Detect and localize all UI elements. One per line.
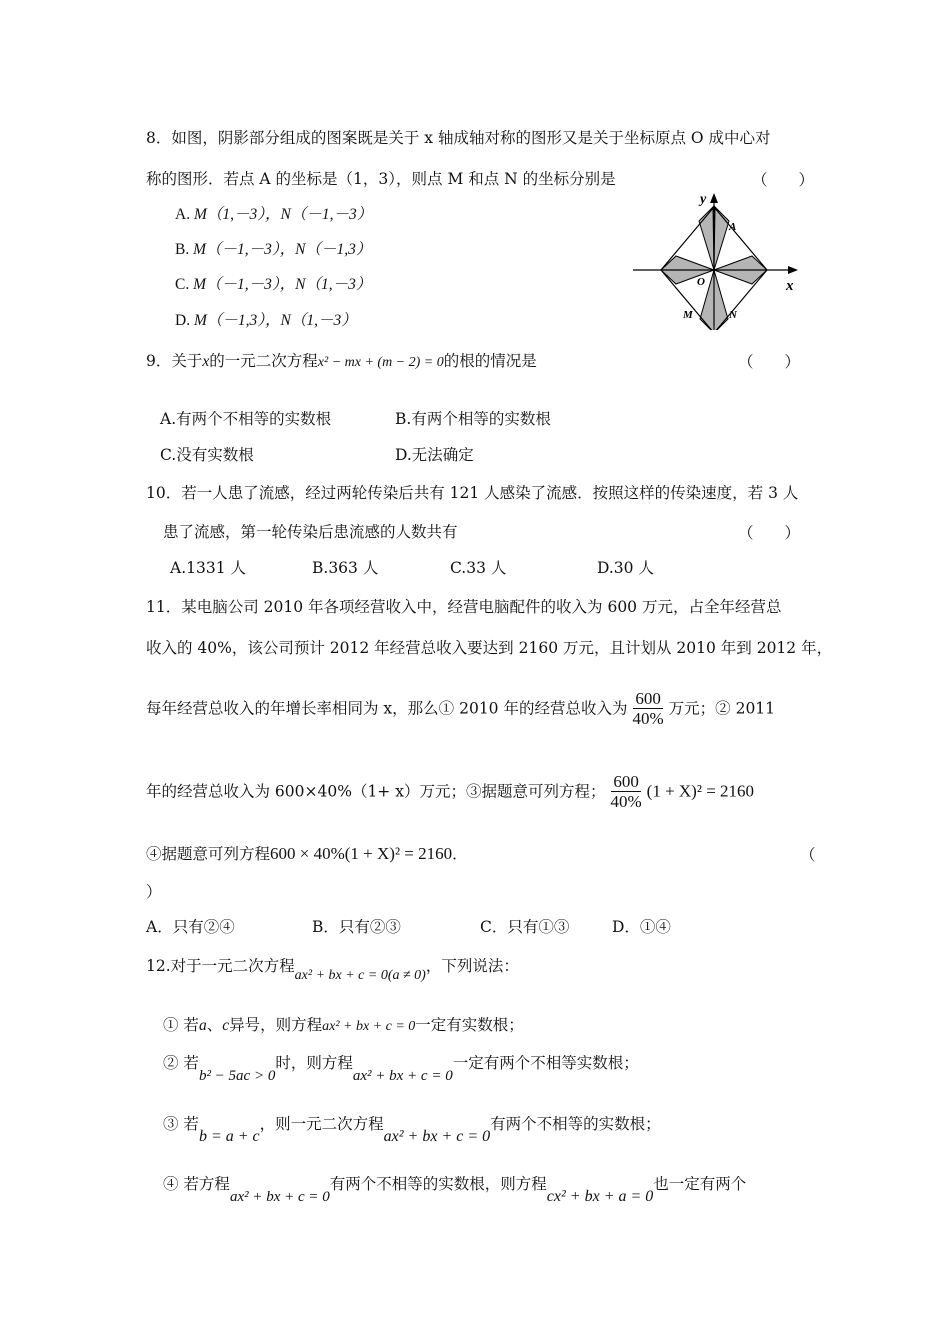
point-n-label: N: [729, 309, 737, 321]
s4-equation: ax² + bx + c = 0: [229, 1189, 330, 1205]
q10-line1: 10．若一人患了流感，经过两轮传染后共有 121 人感染了流感．按照这样的传染速度，若 3 人: [146, 484, 799, 502]
q12-statement-3: [163, 1113, 661, 1145]
s1-var-c: c: [222, 1017, 230, 1034]
q9-option-a: A.有两个不相等的实数根: [160, 410, 332, 428]
q11-line4-pre: 年的经营总收入为 600×40%（1+ x）万元；③据题意可列方程；: [146, 782, 606, 801]
q11-line5: [146, 843, 468, 865]
q12-suffix: ，下列说法：: [425, 957, 519, 975]
q10-line2: 患了流感，第一轮传染后患流感的人数共有: [163, 523, 458, 541]
q8-figure: [628, 190, 808, 330]
q10-answer-paren: （ ）: [738, 524, 801, 542]
s1-sep: 、: [206, 1016, 223, 1034]
q9-option-c: C.没有实数根: [160, 446, 254, 464]
q11-option-d: D．①④: [612, 918, 671, 936]
q10-option-c: C.33 人: [450, 559, 507, 577]
s4-mid: 有两个不相等的实数根，则方程: [329, 1175, 547, 1193]
x-axis-arrow: [788, 266, 798, 274]
q11-paren-close: ）: [146, 883, 162, 901]
q11-option-a: A．只有②④: [146, 918, 235, 936]
q12-equation: ax² + bx + c = 0(a ≠ 0): [294, 968, 426, 983]
x-axis-label: x: [786, 278, 794, 294]
q9-mid: 的一元二次方程: [209, 352, 318, 370]
option-text: M（－1,3），N（1,－3）: [193, 312, 357, 329]
y-axis-label: y: [700, 192, 707, 207]
q9-var: x: [202, 353, 210, 370]
q9-prefix: 9．关于: [146, 352, 203, 370]
s4-post: 也一定有两个: [653, 1175, 747, 1193]
q9-stem: [146, 350, 537, 374]
point-m-label: M: [683, 309, 693, 321]
shaded-petal: [714, 270, 767, 284]
s3-equation: ax² + bx + c = 0: [383, 1128, 491, 1145]
s2-mid: 时，则方程: [275, 1054, 353, 1072]
origin-label: O: [697, 276, 705, 288]
s2-equation: ax² + bx + c = 0: [352, 1068, 453, 1084]
q11-line3: [146, 690, 775, 729]
q9-option-b: B.有两个相等的实数根: [395, 410, 551, 428]
option-label: D.: [175, 312, 191, 329]
s4-equation-2: cx² + bx + a = 0: [546, 1188, 654, 1205]
s1-post: 一定有实数根；: [415, 1016, 524, 1034]
q12-statement-1: [163, 1014, 524, 1038]
q10-option-d: D.30 人: [597, 559, 654, 577]
q11-line2: 收入的 40%，该公司预计 2012 年经营总收入要达到 2160 万元，且计划从 2010 年到 2012 年，: [146, 639, 833, 657]
option-text: M（1,－3），N（－1,－3）: [193, 206, 373, 223]
s1-var-a: a: [198, 1017, 207, 1034]
q11-paren-open: （: [800, 846, 816, 864]
option-text: M（－1,－3），N（1,－3）: [193, 276, 372, 293]
s1-equation: ax² + bx + c = 0: [322, 1019, 416, 1034]
q11-line5-end: ．: [452, 845, 468, 863]
q10-option-b: B.363 人: [312, 559, 379, 577]
s3-mid: ，则一元二次方程: [259, 1115, 384, 1133]
q12-statement-4: [163, 1173, 747, 1205]
s3-condition: b = a + c: [198, 1128, 260, 1145]
q11-line1: 11．某电脑公司 2010 年各项经营收入中，经营电脑配件的收入为 600 万元，占全年经营总: [146, 598, 782, 616]
shaded-petal: [714, 256, 767, 270]
q10-option-a: A.1331 人: [170, 559, 246, 577]
s1-mid: 异号，则方程: [229, 1016, 323, 1034]
q11-line3-post: 万元；② 2011: [668, 699, 776, 718]
q12-stem: [146, 955, 519, 983]
fraction-numerator: 600: [635, 689, 661, 708]
q8-option-b: [175, 239, 371, 261]
option-label: C.: [175, 276, 190, 293]
q9-equation: x² − mx + (m − 2) = 0: [317, 355, 444, 370]
q9-option-d: D.无法确定: [395, 446, 474, 464]
q8-option-a: [175, 204, 372, 226]
option-text: M（－1,－3），N（－1,3）: [193, 241, 372, 258]
q11-line3-pre: 每年经营总收入的年增长率相同为 x，那么① 2010 年的经营总收入为: [146, 699, 628, 718]
q12-prefix: 12.对于一元二次方程: [146, 957, 295, 975]
s2-post: 一定有两个不相等实数根；: [452, 1054, 639, 1072]
point-a-label: A: [729, 221, 737, 233]
q11-option-c: C．只有①③: [480, 918, 570, 936]
y-axis-arrow: [710, 193, 718, 203]
fraction-denominator: 40%: [610, 792, 642, 811]
fraction-denominator: 40%: [632, 709, 664, 728]
option-label: B.: [175, 241, 190, 258]
q8-option-d: [175, 310, 357, 332]
q11-option-b: B．只有②③: [312, 918, 401, 936]
option-label: A.: [175, 206, 191, 223]
s4-pre: ④ 若方程: [163, 1175, 230, 1193]
q8-option-c: [175, 274, 371, 296]
fraction-600-over-40pct: [608, 773, 643, 812]
q8-answer-paren: （ ）: [752, 171, 815, 189]
q9-answer-paren: （ ）: [738, 353, 801, 371]
q11-equation-3: (1 + X)² = 2160: [646, 781, 755, 801]
s1-pre: ① 若: [163, 1016, 199, 1034]
shaded-petal: [714, 270, 728, 330]
q11-line4: [146, 773, 754, 812]
q11-equation-4: 600 × 40%(1 + X)² = 2160: [270, 844, 453, 863]
q11-line5-pre: ④据题意可列方程: [146, 845, 271, 863]
q8-line2: 称的图形．若点 A 的坐标是（1，3），则点 M 和点 N 的坐标分别是: [146, 170, 616, 188]
q12-statement-2: [163, 1052, 639, 1084]
s2-condition: b² − 5ac > 0: [198, 1068, 276, 1084]
s3-post: 有两个不相等的实数根；: [490, 1115, 661, 1133]
s2-pre: ② 若: [163, 1054, 199, 1072]
fraction-numerator: 600: [613, 772, 639, 791]
s3-pre: ③ 若: [163, 1115, 199, 1133]
shaded-petal: [661, 270, 714, 284]
q9-suffix: 的根的情况是: [443, 352, 537, 370]
shaded-petal: [661, 256, 714, 270]
q8-line1: 8．如图，阴影部分组成的图案既是关于 x 轴成轴对称的图形又是关于坐标原点 O 成中心对: [146, 129, 771, 147]
fraction-600-over-40pct: [630, 690, 665, 729]
